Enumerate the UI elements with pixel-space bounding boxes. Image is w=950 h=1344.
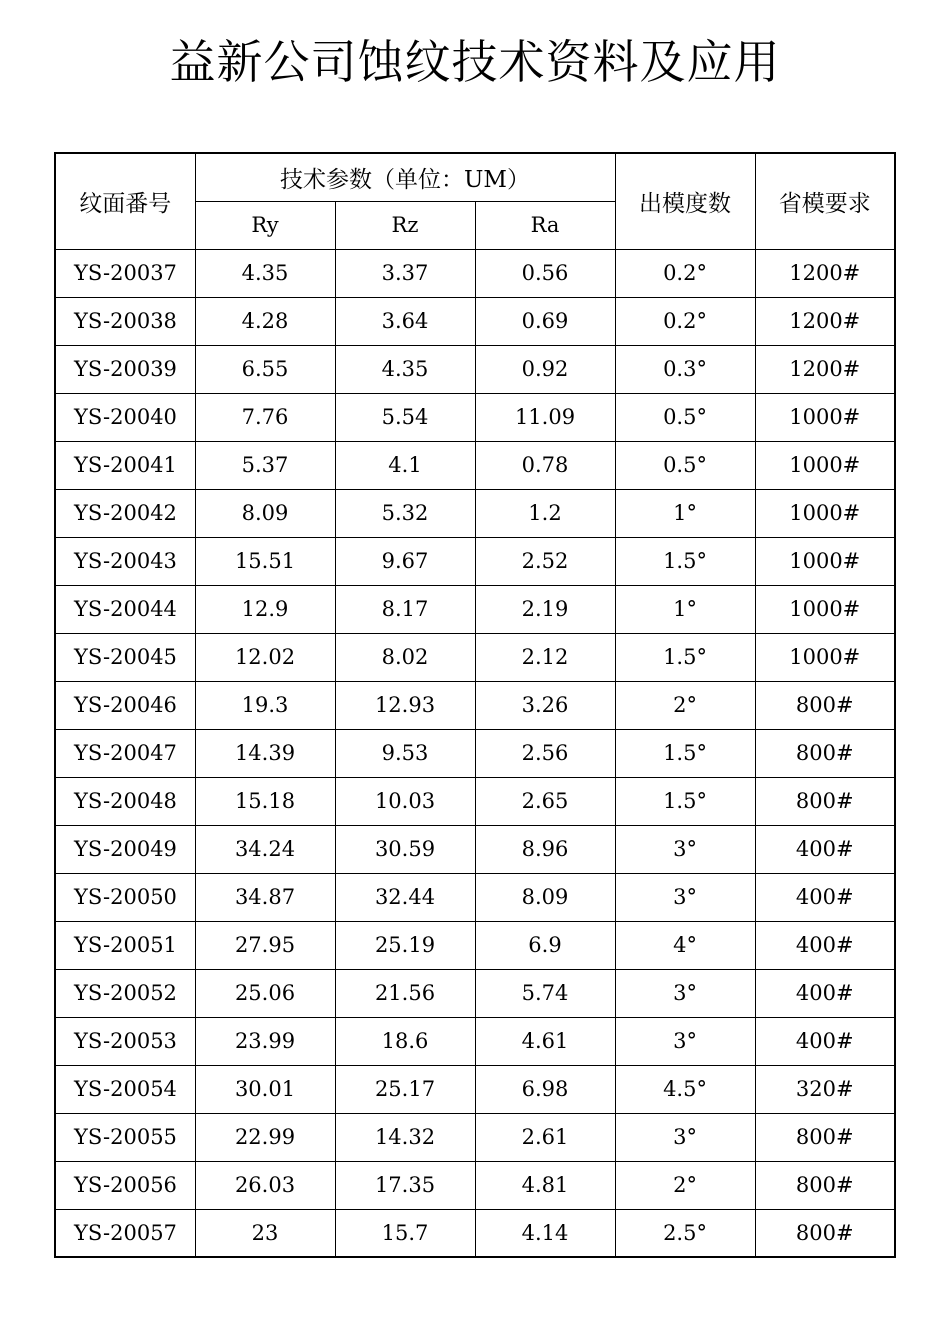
cell-rz: 9.67 <box>335 537 475 585</box>
table-row <box>55 729 895 777</box>
cell-ry: 4.28 <box>195 297 335 345</box>
cell-ra: 4.81 <box>475 1161 615 1209</box>
cell-ra: 0.78 <box>475 441 615 489</box>
cell-draft: 1° <box>615 489 755 537</box>
cell-ra: 2.19 <box>475 585 615 633</box>
cell-code: YS-20043 <box>55 537 195 585</box>
cell-ry: 34.87 <box>195 873 335 921</box>
table-row <box>55 825 895 873</box>
cell-rz: 8.17 <box>335 585 475 633</box>
cell-polish: 800# <box>755 729 895 777</box>
cell-draft: 0.3° <box>615 345 755 393</box>
header-code: 纹面番号 <box>55 153 195 249</box>
cell-polish: 320# <box>755 1065 895 1113</box>
cell-ry: 4.35 <box>195 249 335 297</box>
cell-code: YS-20046 <box>55 681 195 729</box>
header-params: 技术参数（单位：UM） <box>195 153 615 201</box>
cell-draft: 3° <box>615 1113 755 1161</box>
table-body <box>55 249 895 1257</box>
cell-ry: 8.09 <box>195 489 335 537</box>
cell-code: YS-20037 <box>55 249 195 297</box>
cell-code: YS-20050 <box>55 873 195 921</box>
cell-ry: 25.06 <box>195 969 335 1017</box>
cell-polish: 400# <box>755 1017 895 1065</box>
cell-polish: 800# <box>755 777 895 825</box>
cell-draft: 4° <box>615 921 755 969</box>
table-row <box>55 1209 895 1257</box>
cell-code: YS-20054 <box>55 1065 195 1113</box>
cell-polish: 1000# <box>755 537 895 585</box>
cell-ra: 0.56 <box>475 249 615 297</box>
table-row <box>55 1161 895 1209</box>
cell-ra: 8.96 <box>475 825 615 873</box>
cell-ra: 3.26 <box>475 681 615 729</box>
table-row <box>55 393 895 441</box>
cell-draft: 3° <box>615 969 755 1017</box>
cell-polish: 400# <box>755 825 895 873</box>
cell-ra: 4.61 <box>475 1017 615 1065</box>
cell-polish: 800# <box>755 1161 895 1209</box>
cell-code: YS-20041 <box>55 441 195 489</box>
table-row <box>55 1065 895 1113</box>
table-header <box>55 153 895 249</box>
cell-ra: 4.14 <box>475 1209 615 1257</box>
cell-code: YS-20042 <box>55 489 195 537</box>
cell-ry: 23.99 <box>195 1017 335 1065</box>
cell-rz: 17.35 <box>335 1161 475 1209</box>
cell-rz: 3.37 <box>335 249 475 297</box>
cell-polish: 800# <box>755 1209 895 1257</box>
cell-ra: 2.61 <box>475 1113 615 1161</box>
cell-ry: 30.01 <box>195 1065 335 1113</box>
cell-ry: 19.3 <box>195 681 335 729</box>
header-polish: 省模要求 <box>755 153 895 249</box>
header-ry: Ry <box>195 201 335 249</box>
cell-code: YS-20051 <box>55 921 195 969</box>
cell-polish: 1000# <box>755 585 895 633</box>
cell-rz: 25.17 <box>335 1065 475 1113</box>
cell-draft: 1.5° <box>615 729 755 777</box>
cell-draft: 0.5° <box>615 441 755 489</box>
cell-ra: 2.65 <box>475 777 615 825</box>
cell-code: YS-20038 <box>55 297 195 345</box>
cell-ra: 0.69 <box>475 297 615 345</box>
cell-code: YS-20053 <box>55 1017 195 1065</box>
cell-draft: 0.2° <box>615 297 755 345</box>
table-row <box>55 1113 895 1161</box>
cell-rz: 4.35 <box>335 345 475 393</box>
table-row <box>55 873 895 921</box>
table-row <box>55 921 895 969</box>
cell-ry: 22.99 <box>195 1113 335 1161</box>
cell-ra: 11.09 <box>475 393 615 441</box>
cell-code: YS-20052 <box>55 969 195 1017</box>
table-row <box>55 777 895 825</box>
cell-polish: 1200# <box>755 249 895 297</box>
cell-code: YS-20047 <box>55 729 195 777</box>
table-row <box>55 969 895 1017</box>
cell-ra: 2.12 <box>475 633 615 681</box>
table-row <box>55 489 895 537</box>
cell-code: YS-20040 <box>55 393 195 441</box>
cell-polish: 1000# <box>755 393 895 441</box>
cell-ry: 5.37 <box>195 441 335 489</box>
cell-draft: 3° <box>615 1017 755 1065</box>
cell-ry: 12.9 <box>195 585 335 633</box>
cell-code: YS-20056 <box>55 1161 195 1209</box>
cell-code: YS-20048 <box>55 777 195 825</box>
cell-code: YS-20039 <box>55 345 195 393</box>
cell-rz: 15.7 <box>335 1209 475 1257</box>
cell-polish: 1200# <box>755 345 895 393</box>
cell-draft: 2° <box>615 1161 755 1209</box>
table-row <box>55 585 895 633</box>
cell-ry: 15.18 <box>195 777 335 825</box>
cell-polish: 800# <box>755 681 895 729</box>
cell-draft: 0.2° <box>615 249 755 297</box>
header-ra: Ra <box>475 201 615 249</box>
cell-draft: 1.5° <box>615 633 755 681</box>
cell-ry: 26.03 <box>195 1161 335 1209</box>
cell-rz: 25.19 <box>335 921 475 969</box>
cell-ra: 8.09 <box>475 873 615 921</box>
table-row <box>55 633 895 681</box>
table-row <box>55 441 895 489</box>
cell-code: YS-20045 <box>55 633 195 681</box>
cell-ry: 14.39 <box>195 729 335 777</box>
cell-polish: 400# <box>755 873 895 921</box>
cell-draft: 4.5° <box>615 1065 755 1113</box>
cell-ra: 6.98 <box>475 1065 615 1113</box>
cell-ra: 6.9 <box>475 921 615 969</box>
cell-draft: 1.5° <box>615 777 755 825</box>
header-draft: 出模度数 <box>615 153 755 249</box>
cell-polish: 1000# <box>755 489 895 537</box>
cell-rz: 14.32 <box>335 1113 475 1161</box>
etching-spec-table <box>54 152 896 1258</box>
cell-rz: 8.02 <box>335 633 475 681</box>
cell-ry: 23 <box>195 1209 335 1257</box>
cell-ry: 7.76 <box>195 393 335 441</box>
cell-code: YS-20055 <box>55 1113 195 1161</box>
table-row <box>55 537 895 585</box>
cell-polish: 1200# <box>755 297 895 345</box>
cell-draft: 3° <box>615 825 755 873</box>
cell-ry: 34.24 <box>195 825 335 873</box>
cell-ry: 27.95 <box>195 921 335 969</box>
cell-draft: 2.5° <box>615 1209 755 1257</box>
cell-ry: 12.02 <box>195 633 335 681</box>
cell-ra: 5.74 <box>475 969 615 1017</box>
cell-code: YS-20049 <box>55 825 195 873</box>
cell-polish: 1000# <box>755 633 895 681</box>
cell-polish: 1000# <box>755 441 895 489</box>
cell-rz: 21.56 <box>335 969 475 1017</box>
document-title: 益新公司蚀纹技术资料及应用 <box>169 35 781 89</box>
cell-rz: 18.6 <box>335 1017 475 1065</box>
cell-draft: 0.5° <box>615 393 755 441</box>
cell-rz: 30.59 <box>335 825 475 873</box>
cell-draft: 1.5° <box>615 537 755 585</box>
cell-polish: 800# <box>755 1113 895 1161</box>
cell-rz: 9.53 <box>335 729 475 777</box>
cell-rz: 4.1 <box>335 441 475 489</box>
table-row <box>55 345 895 393</box>
cell-code: YS-20057 <box>55 1209 195 1257</box>
cell-draft: 2° <box>615 681 755 729</box>
table-row <box>55 297 895 345</box>
table-row <box>55 249 895 297</box>
table-row <box>55 1017 895 1065</box>
header-rz: Rz <box>335 201 475 249</box>
cell-ra: 0.92 <box>475 345 615 393</box>
cell-rz: 32.44 <box>335 873 475 921</box>
cell-ra: 2.52 <box>475 537 615 585</box>
table-row <box>55 681 895 729</box>
cell-draft: 1° <box>615 585 755 633</box>
cell-rz: 3.64 <box>335 297 475 345</box>
cell-ry: 15.51 <box>195 537 335 585</box>
cell-rz: 10.03 <box>335 777 475 825</box>
cell-ra: 2.56 <box>475 729 615 777</box>
cell-ry: 6.55 <box>195 345 335 393</box>
cell-polish: 400# <box>755 921 895 969</box>
cell-code: YS-20044 <box>55 585 195 633</box>
cell-ra: 1.2 <box>475 489 615 537</box>
cell-rz: 5.32 <box>335 489 475 537</box>
cell-rz: 5.54 <box>335 393 475 441</box>
cell-draft: 3° <box>615 873 755 921</box>
cell-rz: 12.93 <box>335 681 475 729</box>
cell-polish: 400# <box>755 969 895 1017</box>
